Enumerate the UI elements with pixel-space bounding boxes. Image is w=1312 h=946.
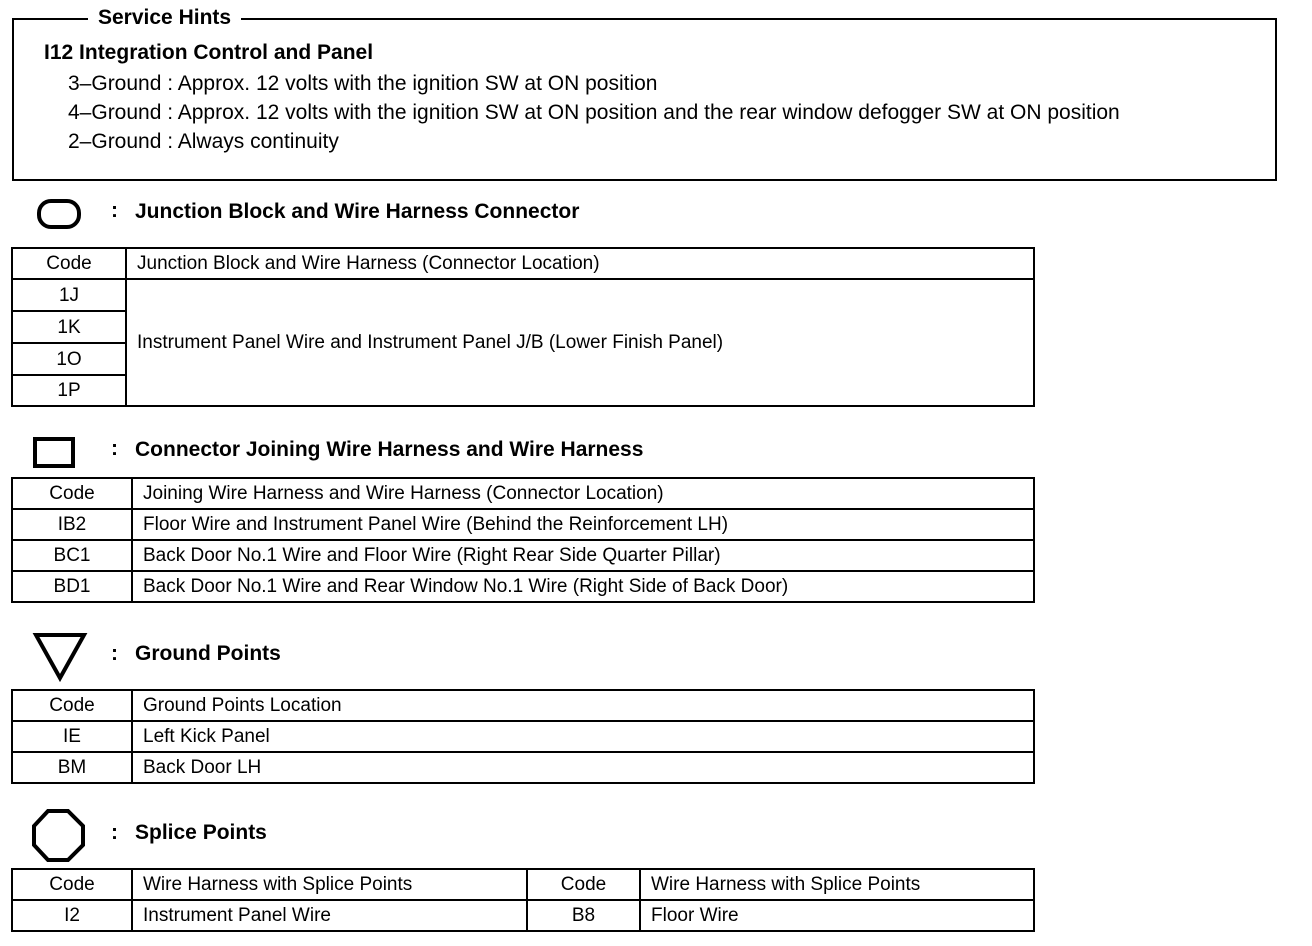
table-row [12, 279, 1034, 311]
table-row [12, 571, 1034, 602]
section-colon: : [111, 642, 118, 665]
triangle-down-icon [32, 631, 90, 688]
location-cell: Floor Wire and Instrument Panel Wire (Behind the Reinforcement LH) [132, 509, 1034, 540]
section-colon: : [111, 821, 118, 844]
column-header: Wire Harness with Splice Points [640, 869, 1034, 900]
code-cell: IE [12, 721, 132, 752]
column-header: Joining Wire Harness and Wire Harness (Connector Location) [132, 478, 1034, 509]
ground-section-title: Ground Points [135, 642, 281, 665]
service-hints-lines [44, 60, 1252, 170]
connector-section-title: Connector Joining Wire Harness and Wire Harness [135, 438, 644, 461]
column-header: Code [12, 478, 132, 509]
code-cell: BD1 [12, 571, 132, 602]
hint-line: 3–Ground : Approx. 12 volts with the ignition SW at ON position [68, 72, 658, 95]
service-hints-heading: I12 Integration Control and Panel [44, 41, 374, 64]
column-header: Ground Points Location [132, 690, 1034, 721]
column-header: Code [12, 869, 132, 900]
column-header: Code [12, 248, 126, 279]
table-header-row [12, 869, 1034, 900]
octagon-icon [30, 808, 88, 869]
table-header-row [12, 478, 1034, 509]
column-header: Junction Block and Wire Harness (Connector Location) [126, 248, 1034, 279]
section-colon: : [111, 437, 118, 460]
code-cell: IB2 [12, 509, 132, 540]
code-cell: 1K [12, 311, 126, 343]
ground-table [11, 689, 1035, 784]
service-hints-title: Service Hints [88, 5, 241, 31]
code-cell: BM [12, 752, 132, 783]
table-row [12, 752, 1034, 783]
harness-cell: Floor Wire [640, 900, 1034, 931]
location-cell: Back Door No.1 Wire and Rear Window No.1 Wire (Right Side of Back Door) [132, 571, 1034, 602]
location-cell: Instrument Panel Wire and Instrument Panel J/B (Lower Finish Panel) [126, 279, 1034, 406]
table-row [12, 721, 1034, 752]
location-cell: Back Door LH [132, 752, 1034, 783]
code-cell: 1J [12, 279, 126, 311]
table-row [12, 900, 1034, 931]
column-header: Code [12, 690, 132, 721]
column-header: Code [527, 869, 640, 900]
splice-table [11, 868, 1035, 932]
code-cell: BC1 [12, 540, 132, 571]
code-cell: 1P [12, 375, 126, 406]
hint-line: 2–Ground : Always continuity [68, 130, 339, 153]
table-header-row [12, 248, 1034, 279]
location-cell: Left Kick Panel [132, 721, 1034, 752]
section-colon: : [111, 199, 118, 222]
table-row [12, 509, 1034, 540]
harness-cell: Instrument Panel Wire [132, 900, 527, 931]
junction-table [11, 247, 1035, 407]
splice-section-title: Splice Points [135, 821, 267, 844]
junction-section-title: Junction Block and Wire Harness Connector [135, 200, 580, 223]
rounded-rectangle-icon [36, 197, 82, 236]
code-cell: B8 [527, 900, 640, 931]
connector-table [11, 477, 1035, 603]
table-header-row [12, 690, 1034, 721]
table-row [12, 540, 1034, 571]
code-cell: I2 [12, 900, 132, 931]
code-cell: 1O [12, 343, 126, 375]
location-cell: Back Door No.1 Wire and Floor Wire (Right Rear Side Quarter Pillar) [132, 540, 1034, 571]
column-header: Wire Harness with Splice Points [132, 869, 527, 900]
rectangle-icon [32, 436, 78, 475]
hint-line: 4–Ground : Approx. 12 volts with the ignition SW at ON position and the rear window defogger SW at ON position [68, 101, 1120, 124]
